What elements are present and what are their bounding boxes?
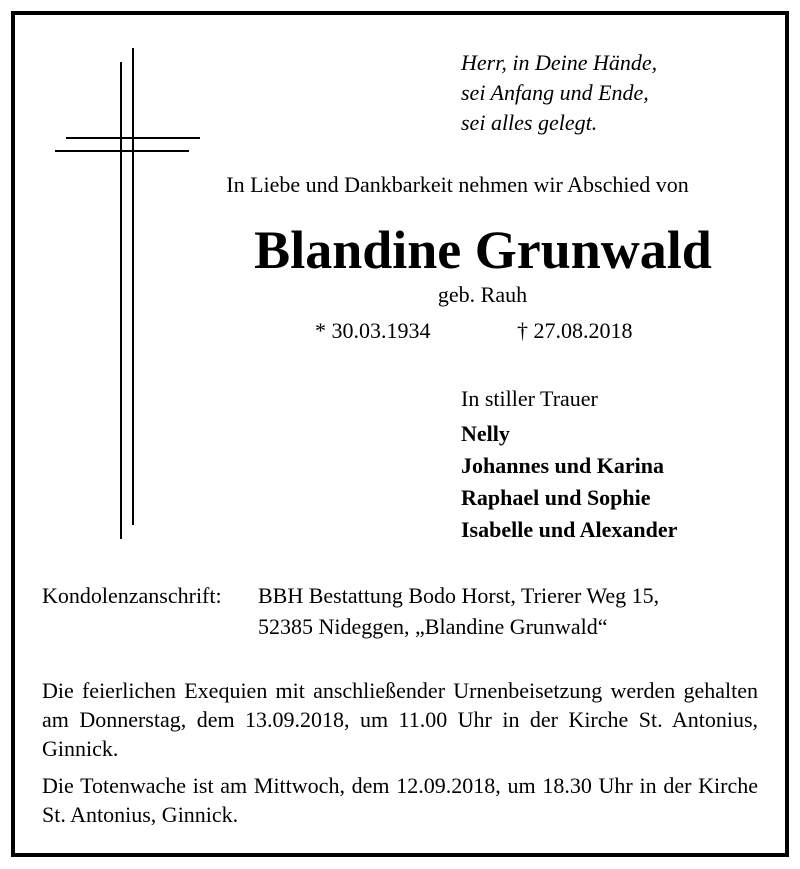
verse-line: sei Anfang und Ende, xyxy=(461,80,649,105)
vigil-paragraph: Die Totenwache ist am Mittwoch, dem 12.09.2018, um 18.30 Uhr in der Kirche St. Antonius, Ginnick. xyxy=(42,773,758,827)
deceased-name: Blandine Grunwald xyxy=(254,220,712,280)
mourner-name: Raphael und Sophie xyxy=(461,485,651,510)
verse-line: sei alles gelegt. xyxy=(461,110,598,135)
exequies-paragraph: Die feierlichen Exequien mit anschließender Urnenbeisetzung werden gehalten am Donnerstag, dem 13.09.2018, um 11.00 Uhr in der Kirche St. Antonius, Ginnick. xyxy=(42,678,758,761)
birth-date: * 30.03.1934 xyxy=(315,318,431,343)
verse xyxy=(461,48,657,138)
maiden-name: geb. Rauh xyxy=(437,282,528,307)
mourner-name: Johannes und Karina xyxy=(461,453,664,478)
condolence-address-line1: BBH Bestattung Bodo Horst, Trierer Weg 15, xyxy=(258,583,660,608)
condolence-label: Kondolenzanschrift: xyxy=(42,583,222,608)
death-date: † 27.08.2018 xyxy=(517,318,633,343)
mourners-list xyxy=(461,418,677,546)
mourner-name: Nelly xyxy=(461,421,510,446)
mourning-heading: In stiller Trauer xyxy=(461,386,598,411)
mourner-name: Isabelle und Alexander xyxy=(461,517,678,542)
condolence-address-line2: 52385 Nideggen, „Blandine Grunwald“ xyxy=(258,614,608,639)
intro-text: In Liebe und Dankbarkeit nehmen wir Abschied von xyxy=(226,172,689,197)
verse-line: Herr, in Deine Hände, xyxy=(461,50,658,75)
